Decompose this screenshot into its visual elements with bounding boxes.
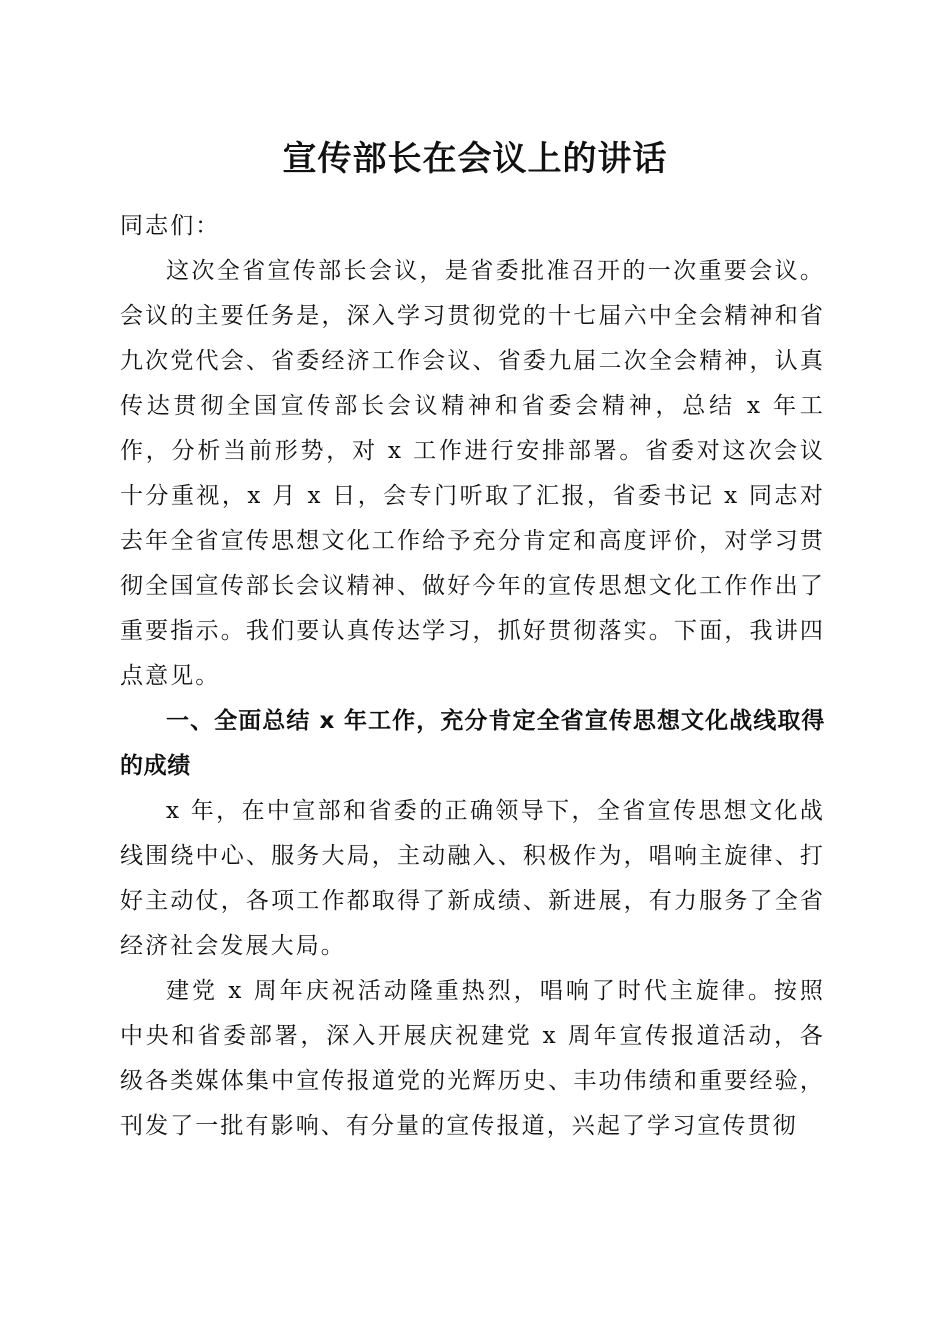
salutation: 同志们： [120, 213, 221, 239]
section1-paragraph-1: x 年，在中宣部和省委的正确领导下，全省宣传思想文化战线围绕中心、服务大局，主动融入、积极作为，唱响主旋律、打好主动仗，各项工作都取得了新成绩、新进展，有力服务了全省经济社会发展大局。 [120, 798, 825, 959]
section1-paragraph-2: 建党 x 周年庆祝活动隆重热烈，唱响了时代主旋律。按照中央和省委部署，深入开展庆祝建党 x 周年宣传报道活动，各级各类媒体集中宣传报道党的光辉历史、丰功伟绩和重要经验，刊发了一批有影响、有分量的宣传报道，兴起了学习宣传贯彻 [120, 978, 825, 1139]
document-body [120, 204, 825, 1149]
section-heading-1: 一、全面总结 x 年工作，充分肯定全省宣传思想文化战线取得的成绩 [120, 708, 825, 779]
document-title: 宣传部长在会议上的讲话 [282, 139, 668, 179]
intro-paragraph: 这次全省宣传部长会议，是省委批准召开的一次重要会议。会议的主要任务是，深入学习贯彻党的十七届六中全会精神和省九次党代会、省委经济工作会议、省委九届二次全会精神，认真传达贯彻全国宣传部长会议精神和省委会精神，总结 x 年工作，分析当前形势，对 x 工作进行安排部署。省委对这次会议十分重视，x 月 x 日，会专门听取了汇报，省委书记 x 同志对去年全省宣传思想文化工作给予充分肯定和高度评价，对学习贯彻全国宣传部长会议精神、做好今年的宣传思想文化工作作出了重要指示。我们要认真传达学习，抓好贯彻落实。下面，我讲四点意见。 [120, 258, 825, 689]
